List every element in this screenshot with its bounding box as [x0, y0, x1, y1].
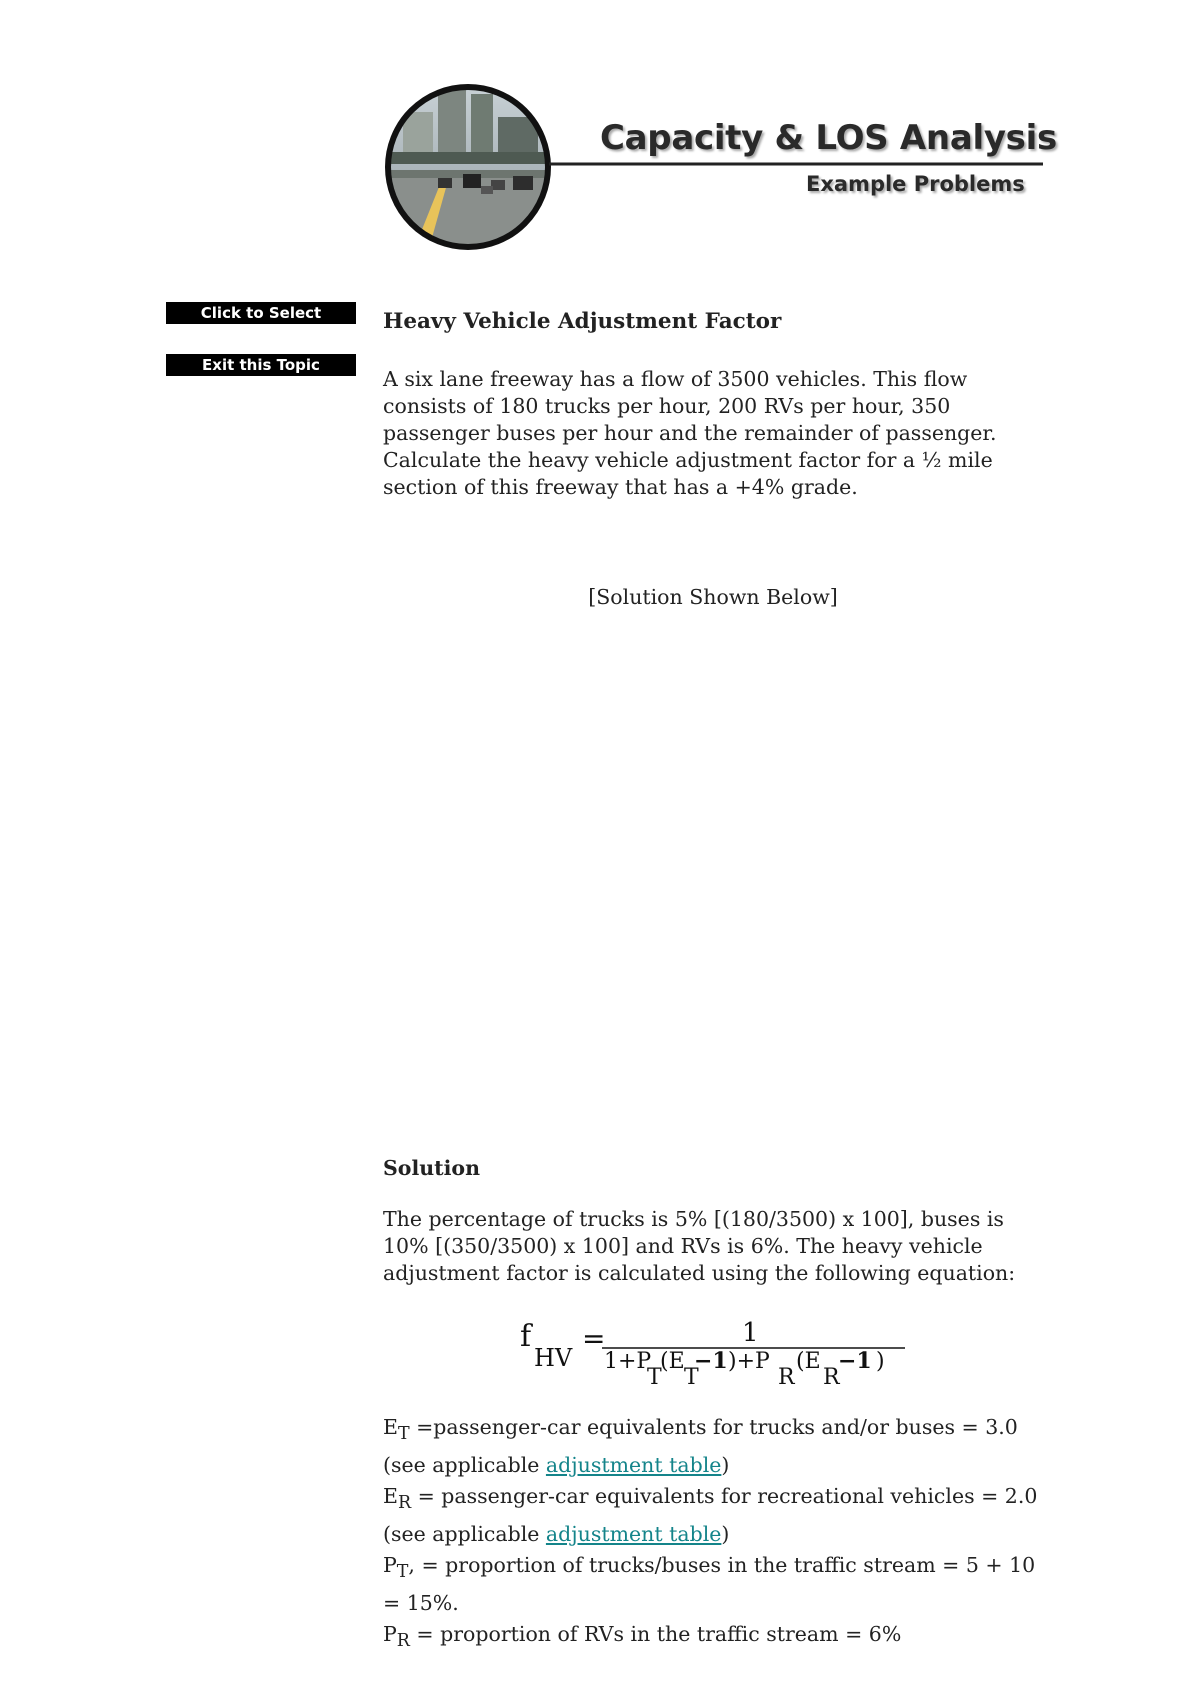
definition-pr: $P_R$ = proportion of RVs in the traffic stream = 6%: [383, 1622, 902, 1652]
adjustment-table-link[interactable]: adjustment table: [545, 1453, 722, 1478]
eq-den-5: (E: [796, 1349, 821, 1374]
eq-den-6: −1: [838, 1348, 872, 1374]
eq-den-3: −1: [694, 1348, 728, 1374]
solution-intro: The percentage of trucks is 5% [(180/3500) x 100], buses is 10% [(350/3500) x 100] and RVs is 6%. The heavy vehicle adjustment factor is calculated using the following equation:: [383, 1207, 1016, 1285]
eq-lhs-sub: HV: [534, 1344, 573, 1372]
problem-heading: Heavy Vehicle Adjustment Factor: [383, 309, 782, 334]
eq-den-sub-t: T: [647, 1365, 662, 1390]
adjustment-table-link[interactable]: adjustment table: [545, 1522, 722, 1547]
definition-et: $E_T$ =passenger-car equivalents for trucks and/or buses = 3.0 (see applicable adjustment table): [383, 1415, 1018, 1478]
eq-den-7: ): [876, 1349, 885, 1374]
heavy-vehicle-equation: [520, 1316, 920, 1396]
banner-graphic: [383, 82, 1043, 252]
problem-section: [383, 308, 1043, 335]
solution-intro-block: [383, 1206, 1043, 1287]
eq-den-2: (E: [660, 1349, 685, 1374]
eq-lhs: f: [520, 1319, 532, 1354]
click-to-select-button[interactable]: Click to Select: [166, 302, 356, 324]
definitions-list: [383, 1412, 1043, 1657]
eq-den-1: 1+P: [604, 1349, 652, 1374]
banner-title: Capacity & LOS Analysis: [600, 118, 1057, 158]
problem-text: A six lane freeway has a flow of 3500 vehicles. This flow consists of 180 trucks per hour, 200 RVs per hour, 350 passenger buses per hour and the remainder of passenger. Calculate the heavy vehicle adjustment factor for a ½ mile section of this freeway that has a +4% grade.: [383, 367, 997, 499]
definition-pt: $P_T$, = proportion of trucks/buses in the traffic stream = 5 + 10 = 15%.: [383, 1553, 1036, 1616]
solution-heading-block: [383, 1155, 1043, 1182]
eq-numerator: 1: [742, 1318, 759, 1348]
eq-den-4: )+P: [728, 1349, 770, 1374]
exit-topic-button[interactable]: Exit this Topic: [166, 354, 356, 376]
solution-note-block: [383, 584, 1043, 611]
definition-er: $E_R$ = passenger-car equivalents for recreational vehicles = 2.0 (see applicable adjustment table): [383, 1484, 1038, 1547]
banner-subtitle: Example Problems: [806, 172, 1025, 196]
solution-heading: Solution: [383, 1156, 481, 1180]
eq-equals: =: [582, 1322, 606, 1355]
eq-den-sub-r: R: [778, 1365, 795, 1390]
eq-den-sub-t2: T: [684, 1365, 699, 1390]
eq-den-sub-r2: R: [823, 1365, 840, 1390]
solution-note: [Solution Shown Below]: [588, 585, 838, 609]
problem-text-block: [383, 366, 1043, 501]
traffic-photo: [383, 82, 553, 252]
